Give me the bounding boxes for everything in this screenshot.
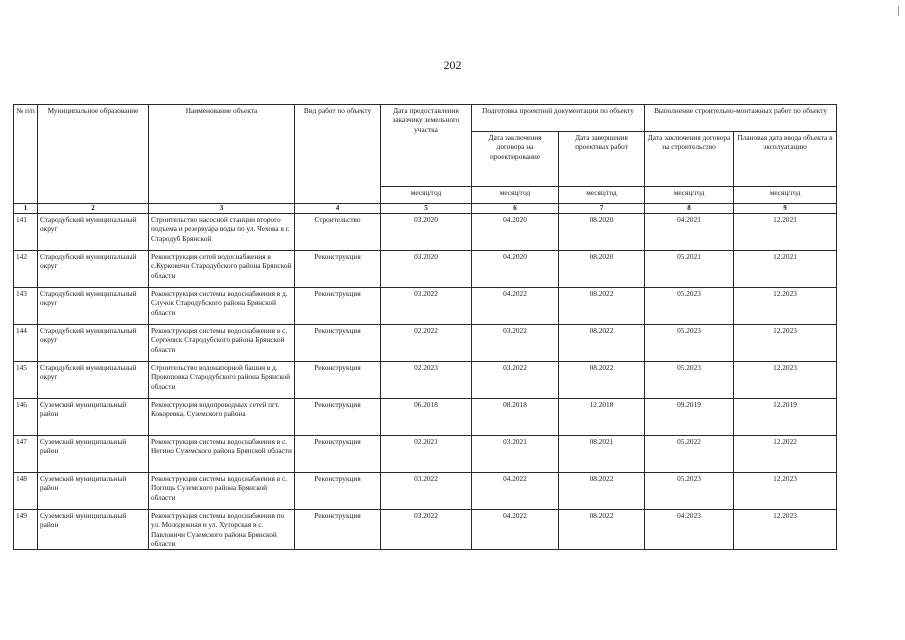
- cell-construction-contract: 04.2023: [645, 510, 734, 550]
- cell-design-end: 08.2022: [559, 362, 645, 399]
- cell-object: Реконструкция системы водоснабжения в с. Погощь Суземского района Брянской области: [149, 473, 295, 510]
- cell-object: Реконструкция водопроводных сетей пгт. Кокоревка, Суземского района: [149, 399, 295, 436]
- cell-construction-contract: 04.2021: [645, 214, 734, 251]
- header-design-group: Подготовка проектной документации по объекту: [472, 105, 645, 132]
- table-row: [14, 436, 837, 473]
- cell-construction-contract: 05.2022: [645, 436, 734, 473]
- cell-work-type: Реконструкция: [295, 436, 381, 473]
- cell-construction-contract: 05.2021: [645, 251, 734, 288]
- column-number: 6: [472, 204, 559, 214]
- cell-commission-date: 12.2019: [734, 399, 837, 436]
- header-design-contract: Дата заключения договора на проектирование: [472, 132, 559, 187]
- column-number-row: [14, 204, 837, 214]
- cell-land-date: 03.2022: [381, 288, 472, 325]
- header-object-name: Наименование объекта: [149, 105, 295, 204]
- cell-commission-date: 12.2021: [734, 214, 837, 251]
- header-construction-contract: Дата заключения договора на строительство: [645, 132, 734, 187]
- cell-design-contract: 04.2020: [472, 251, 559, 288]
- column-number: 5: [381, 204, 472, 214]
- cell-object: Реконструкция системы водоснабжения в д. Случок Стародубского района Брянской области: [149, 288, 295, 325]
- cell-num: 147: [14, 436, 38, 473]
- cell-commission-date: 12.2023: [734, 473, 837, 510]
- cell-design-contract: 08.2018: [472, 399, 559, 436]
- cell-municipality: Стародубский муниципальный округ: [38, 362, 149, 399]
- cell-design-end: 12.2018: [559, 399, 645, 436]
- cell-land-date: 06.2018: [381, 399, 472, 436]
- cell-municipality: Суземский муниципальный район: [38, 510, 149, 550]
- unit-label: месяц/год: [381, 187, 472, 204]
- cell-num: 142: [14, 251, 38, 288]
- column-number: 9: [734, 204, 837, 214]
- header-design-end: Дата завершения проектных работ: [559, 132, 645, 187]
- cell-design-contract: 04.2022: [472, 510, 559, 550]
- cell-work-type: Реконструкция: [295, 288, 381, 325]
- table-row: [14, 510, 837, 550]
- cell-num: 143: [14, 288, 38, 325]
- cell-work-type: Реконструкция: [295, 251, 381, 288]
- cell-num: 144: [14, 325, 38, 362]
- header-construction-group: Выполнение строительно-монтажных работ по объекту: [645, 105, 837, 132]
- page-number: 202: [443, 58, 462, 72]
- cell-work-type: Реконструкция: [295, 362, 381, 399]
- cell-design-end: 08.2022: [559, 288, 645, 325]
- cell-land-date: 02.2023: [381, 362, 472, 399]
- cell-object: Строительство насосной станции второго подъема и резервуара воды по ул. Чехова в г. Стародуб Брянской: [149, 214, 295, 251]
- cell-num: 146: [14, 399, 38, 436]
- cell-design-contract: 04.2022: [472, 473, 559, 510]
- cell-commission-date: 12.2023: [734, 362, 837, 399]
- cell-construction-contract: 05.2023: [645, 325, 734, 362]
- unit-label: месяц/год: [472, 187, 559, 204]
- cell-commission-date: 12.2023: [734, 510, 837, 550]
- table-row: [14, 325, 837, 362]
- column-number: 8: [645, 204, 734, 214]
- cell-object: Реконструкция системы водоснабжения по ул. Молодежная и ул. Хуторская в с. Павловичи Суземского района Брянской области: [149, 510, 295, 550]
- cell-work-type: Реконструкция: [295, 325, 381, 362]
- cell-construction-contract: 05.2023: [645, 473, 734, 510]
- cell-design-end: 08.2020: [559, 251, 645, 288]
- cell-work-type: Реконструкция: [295, 510, 381, 550]
- column-number: 3: [149, 204, 295, 214]
- unit-label: месяц/год: [645, 187, 734, 204]
- cell-land-date: 03.2020: [381, 214, 472, 251]
- cell-design-end: 08.2022: [559, 325, 645, 362]
- cell-land-date: 02.2022: [381, 325, 472, 362]
- cell-object: Реконструкция системы водоснабжения в с. Негино Суземского района Брянской области: [149, 436, 295, 473]
- cell-commission-date: 12.2023: [734, 288, 837, 325]
- header-num: № п/п: [14, 105, 38, 204]
- cell-construction-contract: 09.2019: [645, 399, 734, 436]
- cell-object: Реконструкция системы водоснабжения в с. Сергеевск Стародубского района Брянской области: [149, 325, 295, 362]
- cell-municipality: Суземский муниципальный район: [38, 436, 149, 473]
- column-number: 7: [559, 204, 645, 214]
- cell-land-date: 03.2022: [381, 510, 472, 550]
- cell-design-end: 08.2022: [559, 473, 645, 510]
- table-row: [14, 473, 837, 510]
- unit-label: месяц/год: [559, 187, 645, 204]
- cell-num: 148: [14, 473, 38, 510]
- cell-commission-date: 12.2021: [734, 251, 837, 288]
- table-row: [14, 362, 837, 399]
- cell-municipality: Стародубский муниципальный округ: [38, 288, 149, 325]
- cell-commission-date: 12.2022: [734, 436, 837, 473]
- cell-land-date: 03.2022: [381, 473, 472, 510]
- header-commission-date: Плановая дата ввода объекта в эксплуатацию: [734, 132, 837, 187]
- cell-construction-contract: 05.2023: [645, 288, 734, 325]
- cell-work-type: Реконструкция: [295, 473, 381, 510]
- cell-work-type: Реконструкция: [295, 399, 381, 436]
- scan-edge-mark: [898, 6, 899, 16]
- cell-municipality: Стародубский муниципальный округ: [38, 214, 149, 251]
- cell-municipality: Стародубский муниципальный округ: [38, 251, 149, 288]
- table-row: [14, 251, 837, 288]
- cell-design-contract: 04.2022: [472, 288, 559, 325]
- cell-object: Реконструкция сетей водоснабжения в с.Курковичи Стародубского района Брянской области: [149, 251, 295, 288]
- table-row: [14, 288, 837, 325]
- cell-design-contract: 03.2021: [472, 436, 559, 473]
- unit-label: месяц/год: [734, 187, 837, 204]
- cell-num: 149: [14, 510, 38, 550]
- table-row: [14, 214, 837, 251]
- column-number: 2: [38, 204, 149, 214]
- cell-work-type: Строительство: [295, 214, 381, 251]
- cell-land-date: 02.2021: [381, 436, 472, 473]
- column-number: 4: [295, 204, 381, 214]
- cell-object: Строительство водонапорной башни в д. Прокоповка Стародубского района Брянской области: [149, 362, 295, 399]
- header-municipality: Муниципальное образование: [38, 105, 149, 204]
- column-number: 1: [14, 204, 38, 214]
- objects-table: [13, 104, 837, 550]
- cell-design-contract: 03.2022: [472, 325, 559, 362]
- header-work-type: Вид работ по объекту: [295, 105, 381, 204]
- cell-land-date: 03.2020: [381, 251, 472, 288]
- header-land-date: Дата предоставления заказчику земельного участка: [381, 105, 472, 187]
- cell-commission-date: 12.2023: [734, 325, 837, 362]
- cell-construction-contract: 05.2023: [645, 362, 734, 399]
- cell-num: 141: [14, 214, 38, 251]
- cell-municipality: Суземский муниципальный район: [38, 399, 149, 436]
- cell-num: 145: [14, 362, 38, 399]
- table-row: [14, 399, 837, 436]
- table-body: [14, 214, 837, 550]
- cell-municipality: Стародубский муниципальный округ: [38, 325, 149, 362]
- cell-design-contract: 04.2020: [472, 214, 559, 251]
- cell-design-end: 08.2022: [559, 510, 645, 550]
- cell-design-end: 08.2021: [559, 436, 645, 473]
- cell-design-contract: 03.2022: [472, 362, 559, 399]
- cell-design-end: 08.2020: [559, 214, 645, 251]
- cell-municipality: Суземский муниципальный район: [38, 473, 149, 510]
